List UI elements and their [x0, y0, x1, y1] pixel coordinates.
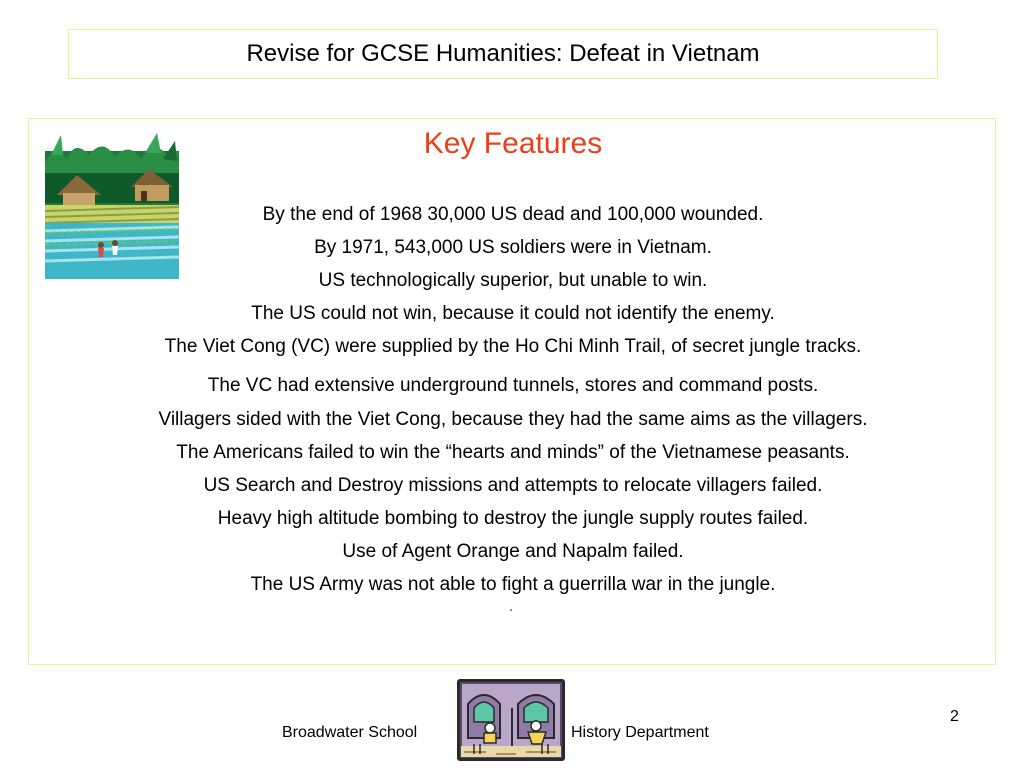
- title-box: [68, 29, 938, 79]
- content-box: [28, 118, 996, 665]
- feature-line: The US Army was not able to fight a guerrilla war in the jungle.: [250, 574, 776, 595]
- section-heading: Key Features: [423, 127, 603, 160]
- feature-line: By the end of 1968 30,000 US dead and 100,000 wounded.: [262, 204, 764, 225]
- feature-line: US Search and Destroy missions and attempts to relocate villagers failed.: [203, 475, 823, 496]
- page-number: 2: [950, 708, 959, 725]
- feature-line: Villagers sided with the Viet Cong, because they had the same aims as the villagers.: [158, 409, 868, 430]
- footer-department: History Department: [571, 724, 709, 741]
- feature-line: Heavy high altitude bombing to destroy the jungle supply routes failed.: [217, 508, 809, 529]
- feature-line: The Viet Cong (VC) were supplied by the Ho Chi Minh Trail, of secret jungle tracks.: [164, 336, 862, 357]
- feature-line: Use of Agent Orange and Napalm failed.: [342, 541, 684, 562]
- slide-title: Revise for GCSE Humanities: Defeat in Vietnam: [246, 40, 760, 67]
- stray-dot: [510, 609, 512, 611]
- feature-line: By 1971, 543,000 US soldiers were in Vietnam.: [314, 237, 712, 258]
- feature-line: The VC had extensive underground tunnels, stores and command posts.: [207, 375, 819, 396]
- footer-school: Broadwater School: [282, 724, 418, 741]
- history-department-logo-icon: [456, 678, 566, 762]
- feature-line: The US could not win, because it could not identify the enemy.: [251, 303, 775, 324]
- feature-line: US technologically superior, but unable to win.: [318, 270, 708, 291]
- feature-line: The Americans failed to win the “hearts and minds” of the Vietnamese peasants.: [176, 442, 850, 463]
